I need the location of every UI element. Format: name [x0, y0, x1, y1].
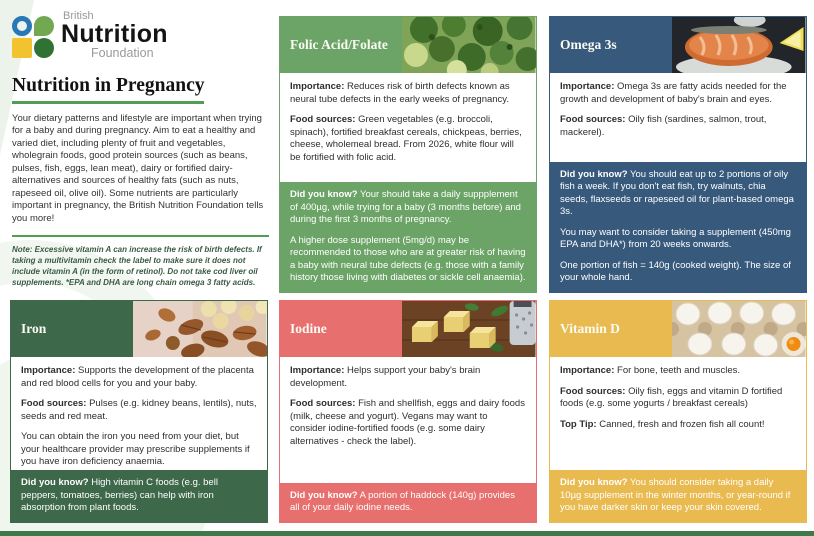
- food-sources-text: [290, 398, 526, 448]
- did-you-know-footer: [11, 470, 267, 522]
- broccoli-image: [402, 17, 536, 73]
- card-iron: [10, 300, 268, 523]
- food-sources-value: Pulses (e.g. kidney beans, lentils), nuts, seeds and red meat.: [21, 398, 257, 422]
- logo-ring-shape: [12, 16, 32, 36]
- footer-extra-value: You may want to consider taking a supplement (450mg EPA and DHA*) from 20 weeks onwards.: [560, 226, 791, 251]
- brand-text: [61, 10, 168, 61]
- footer-extra-value: A higher dose supplement (5mg/d) may be recommended to those who are at greater risk of having a baby with neural tube defects (e.g. those with a family history those living with diabetes or sickle cell anaemia).: [290, 234, 526, 284]
- food-sources-label: Food sources:: [560, 385, 626, 397]
- did-you-know-value: You should eat up to 2 portions of oily fish a week. If you don't eat fish, try walnuts, chia seeds, flaxseeds or rapeseed oil for plant-based omega 3s.: [560, 168, 794, 218]
- did-you-know-label: Did you know?: [560, 477, 628, 489]
- food-sources-label: Food sources:: [290, 114, 356, 126]
- brand-nutrition: Nutrition: [61, 20, 168, 48]
- food-sources-text: [560, 386, 796, 411]
- card-header: [550, 301, 806, 357]
- food-sources-text: [560, 114, 796, 139]
- did-you-know-text: [21, 477, 257, 515]
- importance-label: Importance:: [560, 81, 615, 92]
- importance-text: [560, 81, 796, 106]
- did-you-know-footer: [280, 483, 536, 522]
- did-you-know-value: A portion of haddock (140g) provides all of your daily iodine needs.: [290, 489, 515, 514]
- importance-label: Importance:: [290, 81, 345, 92]
- salmon-image: [672, 17, 806, 73]
- did-you-know-value: High vitamin C foods (e.g. bell peppers, tomatoes, berries) can help with iron absorption from plant foods.: [21, 477, 218, 514]
- food-sources-label: Food sources:: [290, 398, 356, 410]
- importance-value: Supports the development of the placenta and red blood cells for you and your baby.: [21, 365, 254, 389]
- eggs-image: [672, 301, 806, 357]
- card-body: [550, 73, 806, 162]
- top-tip-label: Top Tip:: [560, 418, 597, 430]
- intro-paragraph: Your dietary patterns and lifestyle are important when trying for a baby and during pregnancy. Aim to eat a healthy and varied diet, including plenty of fruit and vegetables, wholegrain foods, good protein sources (such as beans, pulses, fish, eggs, lean meat), dairy or fortified dairy-alternatives and sources of healthy fats (such as nuts, rapeseed oil, olive oil). Some nutrients are particularly important in pregnancy, the British Nutrition Foundation tells you more!: [12, 112, 264, 224]
- card-body: [11, 357, 267, 470]
- food-sources-label: Food sources:: [21, 398, 87, 410]
- card-title: Folic Acid/Folate: [280, 17, 402, 73]
- food-sources-value: Fish and shellfish, eggs and dairy foods (milk, cheese and yogurt). Vegans may want to consider iodine-fortified foods (e.g. some dairy alternatives - check the label).: [290, 398, 525, 447]
- did-you-know-text: [560, 169, 796, 219]
- did-you-know-value: Your should take a daily suppplement of 400µg, while trying for a baby (3 months before) and during the first 3 months of pregnancy.: [290, 189, 521, 226]
- card-folic-acid: [279, 16, 537, 293]
- body-extra-value: You can obtain the iron you need from your diet, but your healthcare provider may prescribe supplements if you have iron deficiency anaemia.: [21, 431, 250, 468]
- nuts-image: [133, 301, 267, 357]
- importance-text: [290, 81, 526, 106]
- card-body: [280, 73, 536, 182]
- bottom-accent-bar: [0, 531, 814, 536]
- card-iodine: [279, 300, 537, 523]
- importance-label: Importance:: [560, 365, 615, 376]
- did-you-know-text: [290, 189, 526, 227]
- card-header: [550, 17, 806, 73]
- brand-british: British: [63, 10, 94, 22]
- footer-extra-value: One portion of fish = 140g (cooked weight). The size of your whole hand.: [560, 259, 791, 284]
- bnf-logo-icon: [12, 16, 54, 58]
- importance-label: Importance:: [21, 365, 76, 376]
- card-body: [280, 357, 536, 483]
- importance-text: [560, 365, 796, 378]
- food-sources-value: Oily fish, eggs and vitamin D fortified foods (e.g. some yogurts / breakfast cereals): [560, 385, 783, 410]
- did-you-know-label: Did you know?: [290, 489, 358, 501]
- importance-value: Reduces risk of birth defects known as neural tube defects in the early weeks of pregnancy.: [290, 81, 510, 105]
- did-you-know-text: [560, 477, 796, 515]
- importance-label: Importance:: [290, 365, 345, 376]
- did-you-know-value: You should consider taking a daily 10µg supplement in the winter months, or year-round if you have darker skin or keep your skin covered.: [560, 477, 791, 514]
- footer-extra-text: [290, 235, 526, 285]
- card-header: [11, 301, 267, 357]
- importance-text: [21, 365, 257, 390]
- card-header: [280, 17, 536, 73]
- did-you-know-label: Did you know?: [21, 477, 89, 489]
- food-sources-text: [290, 114, 526, 164]
- card-title: Omega 3s: [550, 17, 672, 73]
- did-you-know-text: [290, 490, 526, 515]
- intro-divider: [12, 235, 269, 237]
- importance-value: Omega 3s are fatty acids needed for the growth and development of baby's brain and eyes.: [560, 81, 787, 105]
- importance-value: For bone, teeth and muscles.: [614, 365, 741, 376]
- food-sources-text: [21, 398, 257, 423]
- logo-leaf-shape: [34, 16, 54, 36]
- importance-text: [290, 365, 526, 390]
- card-header: [280, 301, 536, 357]
- footnote: Note: Excessive vitamin A can increase the risk of birth defects. If taking a multivitamin check the label to make sure it does not include vitamin A (in the form of retinol). Do not take cod liver oil supplements. *EPA and DHA are long chain omega 3 fatty acids.: [12, 244, 262, 288]
- brand-foundation: Foundation: [91, 46, 154, 60]
- card-omega-3s: [549, 16, 807, 293]
- did-you-know-label: Did you know?: [560, 168, 628, 180]
- did-you-know-label: Did you know?: [290, 189, 358, 201]
- card-vitamin-d: [549, 300, 807, 523]
- card-title: Iodine: [280, 301, 402, 357]
- food-sources-label: Food sources:: [560, 114, 626, 126]
- importance-value: Helps support your baby's brain development.: [290, 365, 481, 389]
- did-you-know-footer: [550, 162, 806, 292]
- card-body: [550, 357, 806, 470]
- cheese-image: [402, 301, 536, 357]
- logo-circle-shape: [34, 38, 54, 58]
- top-tip-value: Canned, fresh and frozen fish all count!: [596, 418, 765, 430]
- card-title: Vitamin D: [550, 301, 672, 357]
- top-tip-text: [560, 419, 796, 432]
- footer-extra-text: [560, 260, 796, 285]
- page-title: Nutrition in Pregnancy: [12, 75, 204, 104]
- intro-panel: [12, 10, 269, 288]
- food-sources-value: Oily fish (sardines, salmon, trout, mackerel).: [560, 114, 767, 138]
- bnf-logo: [12, 10, 269, 61]
- body-extra-text: [21, 431, 257, 469]
- did-you-know-footer: [550, 470, 806, 522]
- footer-extra-text: [560, 227, 796, 252]
- did-you-know-footer: [280, 182, 536, 292]
- logo-square-shape: [12, 38, 32, 58]
- food-sources-value: Green vegetables (e.g. broccoli, spinach), fortified breakfast cereals, chickpeas, berries, cheese, wholemeal bread. From 2026, white flour will be fortified with folic acid.: [290, 114, 522, 163]
- card-title: Iron: [11, 301, 133, 357]
